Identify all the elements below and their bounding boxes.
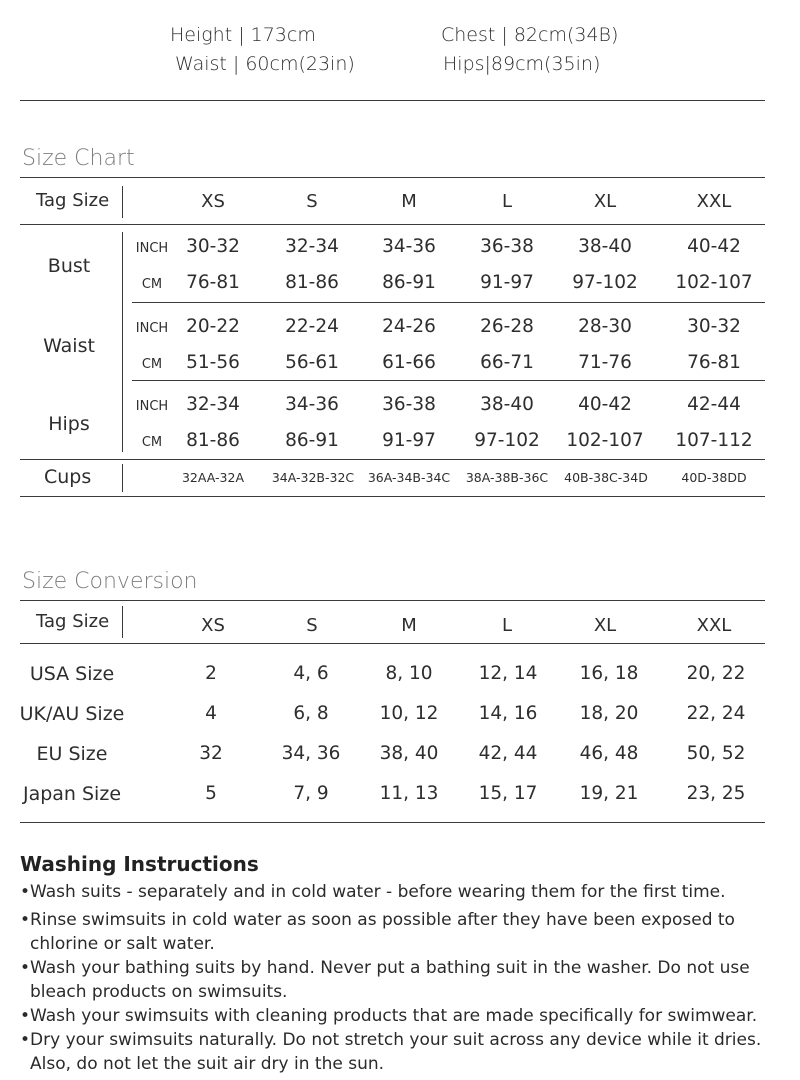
conversion-value: 16, 18 bbox=[579, 663, 639, 684]
measure-label: Waist bbox=[43, 335, 95, 357]
header-separator bbox=[122, 606, 123, 638]
cup-value: 40D-38DD bbox=[681, 470, 747, 485]
size-header-cell: XS bbox=[201, 615, 225, 636]
measure-value-inch: 30-32 bbox=[687, 316, 741, 337]
model-hips: Hips|89cm(35in) bbox=[443, 53, 601, 75]
model-height: Height | 173cm bbox=[170, 24, 316, 46]
size-chart-title: Size Chart bbox=[22, 146, 135, 171]
conversion-value: 38, 40 bbox=[379, 743, 439, 764]
measure-value-inch: 36-38 bbox=[382, 394, 436, 415]
measure-value-cm: 81-86 bbox=[186, 430, 240, 451]
measure-label: Hips bbox=[48, 413, 90, 435]
size-header-cell: S bbox=[306, 615, 318, 636]
conversion-value: 4 bbox=[205, 703, 217, 724]
washing-item-line: chlorine or salt water. bbox=[30, 934, 215, 954]
measure-value-cm: 76-81 bbox=[186, 272, 240, 293]
measure-value-cm: 86-91 bbox=[382, 272, 436, 293]
unit-cm-label: CM bbox=[141, 277, 163, 292]
unit-inch-label: INCH bbox=[135, 241, 169, 256]
measure-value-cm: 76-81 bbox=[687, 352, 741, 373]
cups-label: Cups bbox=[44, 466, 92, 488]
measure-value-inch: 28-30 bbox=[578, 316, 632, 337]
table-bottom-rule bbox=[20, 822, 765, 823]
measure-value-cm: 91-97 bbox=[382, 430, 436, 451]
conversion-value: 5 bbox=[205, 783, 217, 804]
measure-value-inch: 30-32 bbox=[186, 236, 240, 257]
measure-value-inch: 40-42 bbox=[687, 236, 741, 257]
conversion-value: 20, 22 bbox=[686, 663, 746, 684]
table-top-rule bbox=[20, 177, 765, 178]
measure-value-cm: 107-112 bbox=[675, 430, 753, 451]
conversion-value: 2 bbox=[205, 663, 217, 684]
size-header-cell: XS bbox=[201, 191, 225, 212]
size-header-cell: XXL bbox=[696, 191, 732, 212]
group-rule bbox=[132, 380, 765, 381]
measure-value-inch: 40-42 bbox=[578, 394, 632, 415]
unit-cm-label: CM bbox=[141, 435, 163, 450]
conversion-value: 18, 20 bbox=[579, 703, 639, 724]
cup-value: 40B-38C-34D bbox=[564, 470, 648, 485]
measure-value-inch: 20-22 bbox=[186, 316, 240, 337]
header-rule bbox=[20, 224, 765, 225]
measure-value-inch: 24-26 bbox=[382, 316, 436, 337]
measure-value-inch: 32-34 bbox=[186, 394, 240, 415]
header-rule bbox=[20, 643, 765, 644]
measure-value-cm: 66-71 bbox=[480, 352, 534, 373]
cups-separator bbox=[122, 464, 123, 492]
washing-item-line: bleach products on swimsuits. bbox=[30, 982, 288, 1002]
size-header-cell: S bbox=[306, 191, 318, 212]
conversion-value: 42, 44 bbox=[478, 743, 538, 764]
conversion-value: 8, 10 bbox=[385, 663, 433, 684]
region-label: UK/AU Size bbox=[19, 703, 125, 725]
measure-value-inch: 36-38 bbox=[480, 236, 534, 257]
region-label: USA Size bbox=[29, 663, 115, 685]
measure-label: Bust bbox=[47, 255, 91, 277]
measure-value-cm: 97-102 bbox=[474, 430, 540, 451]
cup-value: 34A-32B-32C bbox=[271, 470, 355, 485]
washing-item-line: •Wash your bathing suits by hand. Never put a bathing suit in the washer. Do not use bbox=[20, 958, 750, 978]
measure-value-inch: 34-36 bbox=[382, 236, 436, 257]
cup-value: 38A-38B-36C bbox=[465, 470, 549, 485]
divider bbox=[20, 100, 765, 101]
tag-size-label: Tag Size bbox=[36, 611, 110, 632]
model-waist: Waist | 60cm(23in) bbox=[175, 53, 355, 75]
measure-value-cm: 86-91 bbox=[285, 430, 339, 451]
size-header-cell: XXL bbox=[696, 615, 732, 636]
washing-item-line: Also, do not let the suit air dry in the sun. bbox=[30, 1054, 385, 1074]
measure-value-cm: 61-66 bbox=[382, 352, 436, 373]
conversion-value: 15, 17 bbox=[478, 783, 538, 804]
measure-value-cm: 56-61 bbox=[285, 352, 339, 373]
label-separator bbox=[122, 232, 123, 452]
unit-inch-label: INCH bbox=[135, 321, 169, 336]
size-header-cell: M bbox=[401, 615, 417, 636]
model-chest: Chest | 82cm(34B) bbox=[441, 24, 619, 46]
conversion-value: 19, 21 bbox=[579, 783, 639, 804]
conversion-value: 7, 9 bbox=[293, 783, 329, 804]
size-header-cell: XL bbox=[593, 615, 617, 636]
group-rule bbox=[132, 302, 765, 303]
measure-value-inch: 42-44 bbox=[687, 394, 741, 415]
washing-title: Washing Instructions bbox=[20, 852, 259, 876]
measure-value-cm: 102-107 bbox=[675, 272, 753, 293]
measure-value-inch: 26-28 bbox=[480, 316, 534, 337]
washing-item-line: •Dry your swimsuits naturally. Do not stretch your suit across any device while it dries. bbox=[20, 1030, 762, 1050]
size-conversion-title: Size Conversion bbox=[22, 569, 198, 594]
size-header-cell: M bbox=[401, 191, 417, 212]
conversion-value: 23, 25 bbox=[686, 783, 746, 804]
header-separator bbox=[122, 186, 123, 218]
conversion-value: 22, 24 bbox=[686, 703, 746, 724]
region-label: Japan Size bbox=[22, 783, 122, 805]
cups-rule bbox=[20, 459, 765, 460]
measure-value-inch: 38-40 bbox=[480, 394, 534, 415]
tag-size-label: Tag Size bbox=[36, 190, 110, 211]
conversion-value: 32 bbox=[199, 743, 223, 764]
conversion-value: 12, 14 bbox=[478, 663, 538, 684]
measure-value-cm: 51-56 bbox=[186, 352, 240, 373]
measure-value-cm: 71-76 bbox=[578, 352, 632, 373]
conversion-value: 4, 6 bbox=[293, 663, 329, 684]
table-bottom-rule bbox=[20, 496, 765, 497]
measure-value-cm: 102-107 bbox=[566, 430, 644, 451]
conversion-value: 11, 13 bbox=[379, 783, 439, 804]
unit-cm-label: CM bbox=[141, 357, 163, 372]
conversion-value: 14, 16 bbox=[478, 703, 538, 724]
conversion-value: 46, 48 bbox=[579, 743, 639, 764]
measure-value-cm: 91-97 bbox=[480, 272, 534, 293]
washing-item-line: •Wash suits - separately and in cold water - before wearing them for the first time. bbox=[20, 882, 726, 902]
measure-value-inch: 38-40 bbox=[578, 236, 632, 257]
size-header-cell: L bbox=[501, 191, 513, 212]
conversion-value: 34, 36 bbox=[281, 743, 341, 764]
measure-value-inch: 32-34 bbox=[285, 236, 339, 257]
size-header-cell: L bbox=[501, 615, 513, 636]
cup-value: 32AA-32A bbox=[181, 470, 245, 485]
measure-value-inch: 22-24 bbox=[285, 316, 339, 337]
table-top-rule bbox=[20, 600, 765, 601]
size-header-cell: XL bbox=[593, 191, 617, 212]
cup-value: 36A-34B-34C bbox=[367, 470, 451, 485]
conversion-value: 10, 12 bbox=[379, 703, 439, 724]
measure-value-cm: 97-102 bbox=[572, 272, 638, 293]
washing-item-line: •Rinse swimsuits in cold water as soon as possible after they have been exposed to bbox=[20, 910, 735, 930]
measure-value-cm: 81-86 bbox=[285, 272, 339, 293]
region-label: EU Size bbox=[36, 743, 108, 765]
unit-inch-label: INCH bbox=[135, 399, 169, 414]
conversion-value: 6, 8 bbox=[293, 703, 329, 724]
measure-value-inch: 34-36 bbox=[285, 394, 339, 415]
washing-item-line: •Wash your swimsuits with cleaning products that are made specifically for swimwear. bbox=[20, 1006, 758, 1026]
conversion-value: 50, 52 bbox=[686, 743, 746, 764]
